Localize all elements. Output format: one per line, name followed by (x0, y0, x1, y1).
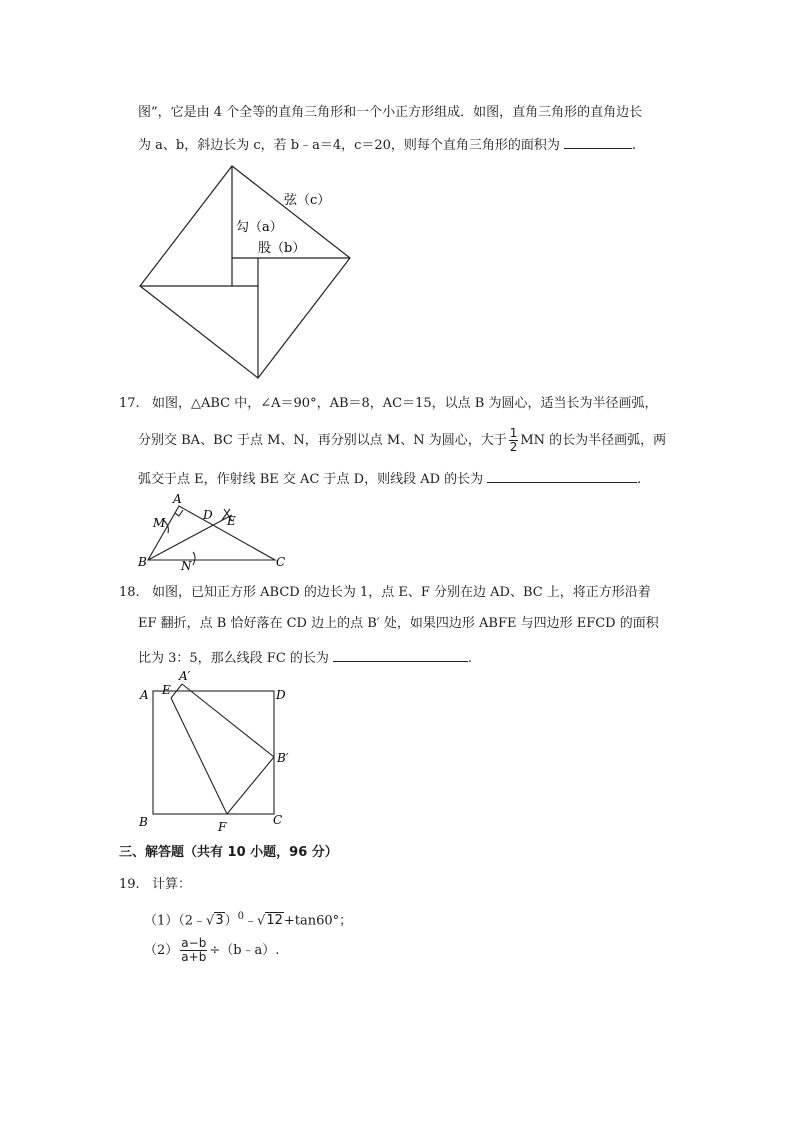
q19-p2-num: a−b (181, 936, 207, 950)
q18-line-f-b1 (227, 757, 274, 814)
q19-p1-mid: ） (224, 913, 238, 929)
q17-frac-den: 2 (509, 440, 518, 454)
q18-label-e: E (162, 683, 171, 697)
q18-label-f: F (218, 820, 227, 834)
q17-line2 (138, 427, 666, 454)
q19-p1-sqrt12: 12 (266, 913, 283, 929)
q17-line2-a: 分别交 BA、BC 于点 M、N，再分别以点 M、N 为圆心，大于 (138, 433, 507, 448)
q19-p1-exp: 0 (237, 911, 245, 922)
q19-prompt: 计算： (152, 877, 192, 892)
q17-line3 (138, 468, 641, 489)
q17-line1: 如图，△ABC 中，∠A＝90°，AB＝8，AC＝15，以点 B 为圆心，适当长为半径画弧， (152, 396, 658, 411)
q17-label-d: D (203, 508, 213, 522)
q18-figure (153, 684, 274, 814)
q18-line3 (138, 647, 472, 668)
q18-answer-blank[interactable] (333, 647, 468, 662)
q17-line2-b: MN 的长为半径画弧，两 (520, 433, 667, 448)
q18-label-c: C (273, 813, 283, 827)
q17-line3-text: 弧交于点 E，作射线 BE 交 AC 于点 D，则线段 AD 的长为 (138, 472, 484, 487)
q19-number: 19. (119, 877, 140, 892)
q18-line3-end: . (467, 651, 473, 666)
q19-p2-end: ÷（b﹣a）. (209, 943, 280, 958)
q18-line-a1-b1 (182, 684, 274, 757)
q17-label-m: M (153, 516, 166, 530)
q18-line2: EF 翻折，点 B 恰好落在 CD 边上的点 B′ 处，如果四边形 ABFE 与四边形 EFCD 的面积 (138, 616, 659, 631)
q17-label-n: N (181, 559, 192, 573)
q16-line1: 图”，它是由 4 个全等的直角三角形和一个小正方形组成．如图，直角三角形的直角边长 (138, 105, 643, 120)
q16-line2-text: 为 a、b，斜边长为 c，若 b﹣a＝4，c＝20，则每个直角三角形的面积为 (138, 138, 560, 153)
q17-frac-num: 1 (509, 426, 518, 440)
q16-line2-end: . (631, 138, 637, 153)
q19-p1-end: +tan60°； (283, 913, 353, 929)
q19-p2-label: （2） (144, 943, 179, 958)
q18-label-a-prime: A′ (179, 669, 191, 683)
q17-arc-n (193, 552, 195, 565)
q17-label-b: B (138, 555, 147, 569)
section3-title: 三、解答题（共有 10 小题，96 分） (119, 845, 338, 860)
q18-line-e-f (171, 698, 227, 814)
q17-label-a: A (173, 492, 182, 506)
q17-fraction (509, 427, 519, 454)
q18-label-d: D (276, 688, 286, 702)
q18-label-b: B (139, 815, 148, 829)
q18-number: 18. (119, 585, 140, 600)
q17-line3-end: . (637, 472, 642, 487)
q19-p1-minus: ﹣ (244, 913, 258, 929)
q18-label-a: A (140, 688, 149, 702)
q17-number: 17. (119, 396, 140, 411)
q19-p2-fraction (180, 937, 207, 964)
q16-label-gu: 股（b） (258, 241, 306, 256)
q17-label-e: E (227, 514, 236, 528)
q17-answer-blank[interactable] (487, 468, 637, 483)
q18-label-b-prime: B′ (277, 751, 289, 765)
q19-part2 (144, 937, 279, 964)
q17-label-c: C (276, 555, 286, 569)
q16-label-gou: 勾（a） (236, 220, 283, 235)
q19-p2-den: a+b (181, 950, 207, 964)
q19-part1: （1）（2﹣√3）$^0$﹣√12+tan60°； (144, 911, 353, 929)
q19-p1-label: （1）（2﹣ (144, 913, 207, 929)
q16-label-xian: 弦（c） (284, 193, 331, 208)
q18-line3-text: 比为 3：5，那么线段 FC 的长为 (138, 651, 329, 666)
q18-line1: 如图，已知正方形 ABCD 的边长为 1，点 E、F 分别在边 AD、BC 上，将正方形沿着 (152, 585, 651, 600)
q19-p1-sqrt3: 3 (215, 913, 224, 929)
